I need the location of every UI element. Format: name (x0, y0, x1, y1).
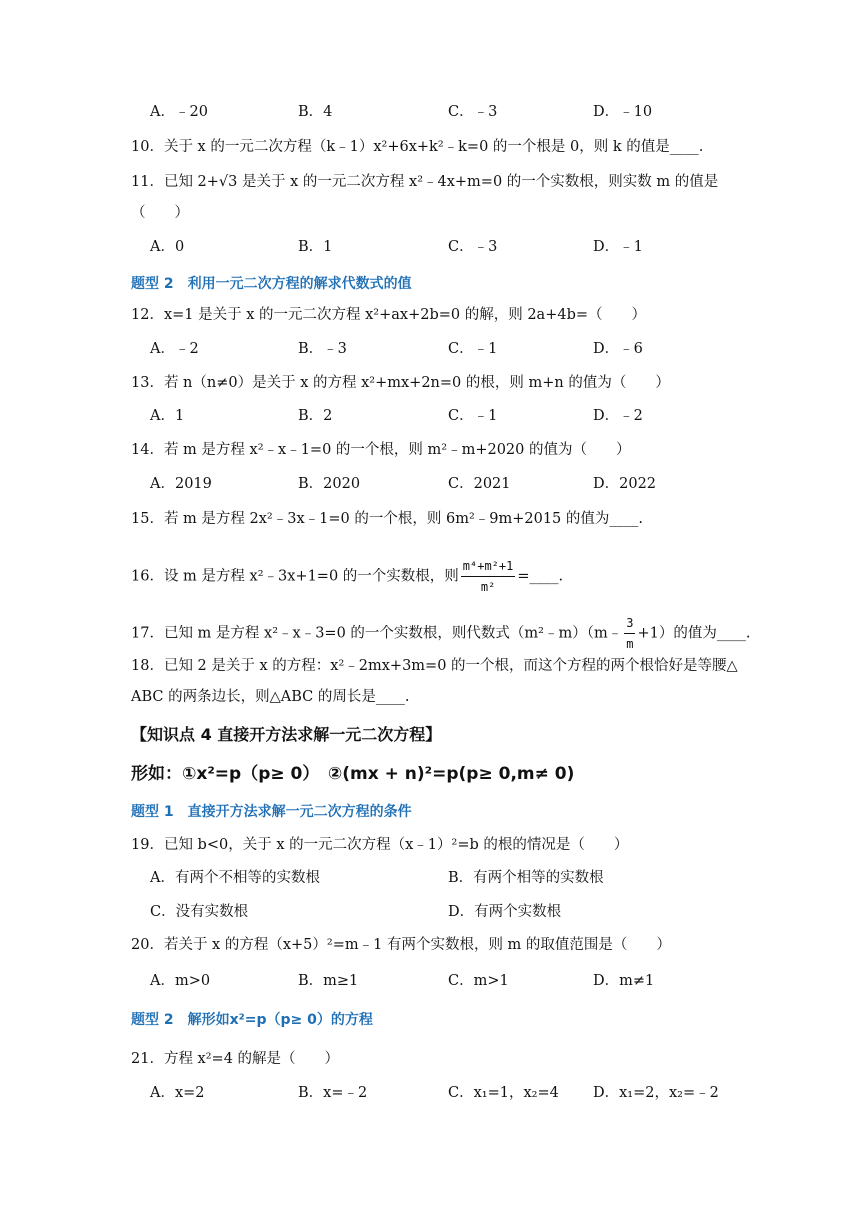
question-text: 12．x=1 是关于 x 的一元二次方程 x²+ax+2b=0 的解，则 2a+4b=（ ） (131, 307, 647, 323)
answer-option: A．2019 (150, 476, 212, 492)
answer-option: D．m≠1 (593, 973, 655, 989)
answer-option: B．x=﹣2 (298, 1085, 368, 1101)
question-text: （ ） (131, 205, 189, 221)
section-title: 题型 1 直接开方法求解一元二次方程的条件 (131, 804, 412, 820)
answer-option: A．x=2 (150, 1085, 205, 1101)
answer-option: B．﹣3 (298, 341, 347, 357)
answer-option: D．2022 (593, 476, 657, 492)
answer-option: D．x₁=2，x₂=﹣2 (593, 1085, 719, 1101)
fraction-numerator: 3 (624, 613, 635, 634)
answer-option: B．2 (298, 408, 333, 424)
answer-options (150, 971, 790, 991)
answer-option: C．﹣3 (448, 104, 498, 120)
section-title: 题型 2 解形如x²=p（p≥ 0）的方程 (131, 1012, 373, 1028)
question-text: 19．已知 b<0，关于 x 的一元二次方程（x﹣1）²=b 的根的情况是（ ） (131, 837, 629, 853)
answer-option: A．m>0 (150, 973, 211, 989)
answer-option: B．4 (298, 104, 333, 120)
answer-option: D．﹣10 (593, 104, 653, 120)
question-text: 20．若关于 x 的方程（x+5）²=m﹣1 有两个实数根，则 m 的取值范围是（ ） (131, 937, 671, 953)
fraction-numerator: m⁴+m²+1 (461, 556, 516, 577)
answer-option: B．m≥1 (298, 973, 359, 989)
question-text (131, 556, 563, 597)
fraction-denominator: m² (480, 580, 496, 594)
form-title: 形如：①x²=p（p≥ 0） ②(mx + n)²=p(p≥ 0,m≠ 0) (131, 764, 575, 784)
question-text: 14．若 m 是方程 x²﹣x﹣1=0 的一个根，则 m²﹣m+2020 的值为（ ） (131, 442, 631, 458)
answer-option: C．﹣1 (448, 408, 498, 424)
answer-option: B．有两个相等的实数根 (448, 870, 604, 886)
answer-options (150, 902, 790, 922)
answer-option: D．﹣2 (593, 408, 643, 424)
answer-option: A．有两个不相等的实数根 (150, 870, 320, 886)
question-prefix: 17．已知 m 是方程 x²﹣x﹣3=0 的一个实数根，则代数式（m²﹣m）（m﹣ (131, 625, 623, 642)
question-text: 18．已知 2 是关于 x 的方程：x²﹣2mx+3m=0 的一个根，而这个方程的两个根恰好是等腰△ (131, 658, 738, 674)
answer-options (150, 868, 790, 888)
answer-option: C．2021 (448, 476, 511, 492)
question-suffix: =____. (517, 568, 564, 585)
heading-title: 【知识点 4 直接开方法求解一元二次方程】 (131, 725, 442, 744)
answer-option: A．﹣2 (150, 341, 199, 357)
answer-option: A．1 (150, 408, 185, 424)
answer-option: D．﹣1 (593, 239, 643, 255)
answer-option: A．0 (150, 239, 185, 255)
answer-option: C．x₁=1，x₂=4 (448, 1085, 559, 1101)
answer-options (150, 474, 790, 494)
answer-option: B．1 (298, 239, 333, 255)
question-prefix: 16．设 m 是方程 x²﹣3x+1=0 的一个实数根，则 (131, 568, 459, 585)
answer-options (150, 406, 790, 426)
answer-options (150, 1083, 790, 1103)
answer-option: C．﹣3 (448, 239, 498, 255)
answer-option: D．有两个实数根 (448, 904, 562, 920)
question-text: ABC 的两条边长，则△ABC 的周长是____. (131, 689, 410, 705)
question-text: 13．若 n（n≠0）是关于 x 的方程 x²+mx+2n=0 的根，则 m+n 的值为（ ） (131, 375, 670, 391)
fraction (624, 613, 635, 654)
question-text: 11．已知 2+√3 是关于 x 的一元二次方程 x²﹣4x+m=0 的一个实数根，则实数 m 的值是 (131, 174, 719, 190)
fraction (461, 556, 516, 597)
question-text: 21．方程 x²=4 的解是（ ） (131, 1051, 340, 1067)
section-title: 题型 2 利用一元二次方程的解求代数式的值 (131, 276, 412, 292)
fraction-denominator: m (626, 637, 634, 651)
answer-option: A．﹣20 (150, 104, 208, 120)
answer-option: C．﹣1 (448, 341, 498, 357)
answer-options (150, 237, 790, 257)
question-text: 15．若 m 是方程 2x²﹣3x﹣1=0 的一个根，则 6m²﹣9m+2015 的值为____. (131, 511, 643, 527)
question-text (131, 613, 750, 654)
answer-option: B．2020 (298, 476, 361, 492)
answer-option: D．﹣6 (593, 341, 643, 357)
answer-options (150, 102, 790, 122)
question-text: 10．关于 x 的一元二次方程（k﹣1）x²+6x+k²﹣k=0 的一个根是 0，则 k 的值是____. (131, 139, 704, 155)
question-suffix: +1）的值为____. (637, 625, 751, 642)
answer-options (150, 339, 790, 359)
answer-option: C．m>1 (448, 973, 509, 989)
answer-option: C．没有实数根 (150, 904, 249, 920)
